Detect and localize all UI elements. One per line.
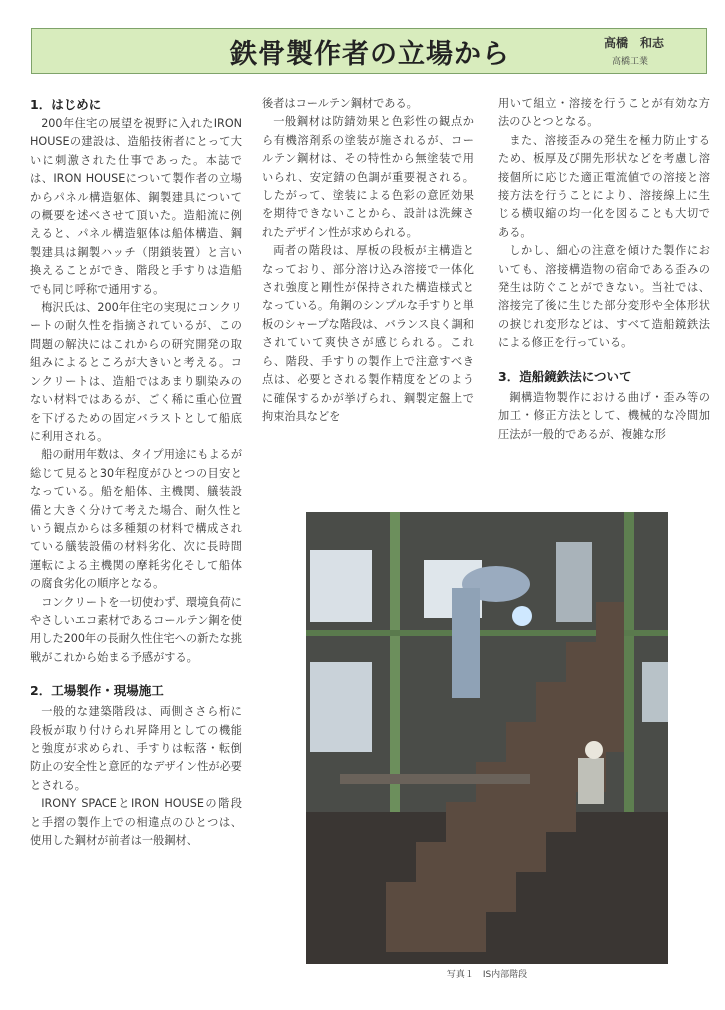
paragraph: 船の耐用年数は、タイプ用途にもよるが総じて見ると30年程度がひとつの目安となっている。船を船体、主機関、艤装設備と大きく分けて考えた場合、耐久性という観点からは多種類の材料で構成されている艤装設備の材料劣化、次に長時間運転による主機関の摩耗劣化そして船体の腐食劣化の順序となる。: [30, 448, 243, 591]
column-1: [30, 95, 242, 850]
photo-caption: 写真１ IS内部階段: [446, 970, 528, 980]
article-title: 鉄骨製作者の立場から: [230, 39, 510, 70]
section-heading-1: 1．はじめに: [30, 97, 102, 112]
paragraph: 両者の階段は、厚板の段板が主構造となっており、部分溶け込み溶接で一体化され強度と剛性が保持された構造様式となっている。角鋼のシンプルな手すりと単板のシャープな階段は、バランス良く調和されていて爽快さが感じられる。これら、階段、手すりの製作上で注意すべき点は、必要とされる製作精度をどのように確保するかが挙げられ、鋼製定盤上で拘束治具などを: [262, 244, 474, 423]
paragraph: 一般的な建築階段は、両側ささら桁に段板が取り付けられ昇降用としての機能と強度が求められ、手すりは転落・転倒防止の安全性と意匠的なデザイン性が必要とされる。: [30, 705, 242, 792]
title-bar: [31, 28, 707, 74]
paragraph: IRONY SPACEとIRON HOUSEの階段と手摺の製作上での相違点のひとつは、使用した鋼材が前者は一般鋼材、: [30, 797, 242, 848]
paragraph: 鋼構造物製作における曲げ・歪み等の加工・修正方法として、機械的な冷間加圧法が一般的であるが、複雑な形: [498, 390, 710, 441]
section-heading-3: 3．造船鏡鉄法について: [498, 368, 632, 384]
column-2: [262, 95, 474, 426]
photo-illustration: [306, 512, 668, 964]
paragraph: また、溶接歪みの発生を極力防止するため、板厚及び開先形状などを考慮し溶接個所に応じた適正電流値での溶接と溶接方法を行うことにより、溶接線上に生じる横収縮の均一化を図ることも大切である。: [498, 133, 710, 239]
author-name: 高橋 和志: [604, 36, 665, 50]
paragraph: コンクリートを一切使わず、環境負荷にやさしいエコ素材であるコールテン鋼を使用した200年の長耐久性住宅への新たな挑戦がこれから始まる予感がする。: [30, 595, 242, 664]
column-3: [498, 95, 710, 444]
section-heading-2: 2．工場製作・現場施工: [30, 683, 164, 699]
paragraph: 用いて組立・溶接を行うことが有効な方法のひとつとなる。: [498, 97, 710, 129]
paragraph: しかし、細心の注意を傾けた製作においても、溶接構造物の宿命である歪みの発生は防ぐことができない。当社では、溶接完了後に生じた部分変形や全体形状の捩じれ変形などは、すべて造船鏡鉄法による修正を行っている。: [498, 244, 710, 350]
paragraph: 200年住宅の展望を視野に入れたIRON HOUSEの建設は、造船技術者にとって大いに刺激された仕事であった。本誌では、IRON HOUSEについて製作者の立場からパネル構造躯体、鋼製建具についての概要を述べさせて頂いた。造船流に例えると、パネル構造躯体は船体構造、鋼製建具は鋼製ハッチ（閉鎖装置）と言い換えることができ、階段と手すりは造船でも同じ呼称で通用する。: [30, 117, 242, 296]
author-affiliation: 高橋工業: [612, 57, 649, 67]
photo-interior-staircase: [306, 512, 668, 964]
paragraph: 梅沢氏は、200年住宅の実現にコンクリートの耐久性を指摘されているが、この問題の解決にはこれからの研究開発の取組みによるところが大きいと考える。コンクリートは、造船ではあまり馴染みのない材料ではあるが、ごく稀に重心位置を下げるための固定バラストとして船底に利用される。: [30, 301, 242, 443]
paragraph: 一般鋼材は防錆効果と色彩性の観点から有機溶剤系の塗装が施されるが、コールテン鋼材は、その特性から無塗装で用いられ、安定錆の色調が重要視される。したがって、塗装による色彩の意匠効果を期待できないことから、設計は洗練されたデザイン性が求められる。: [262, 115, 474, 239]
paragraph: 後者はコールテン鋼材である。: [262, 97, 418, 110]
